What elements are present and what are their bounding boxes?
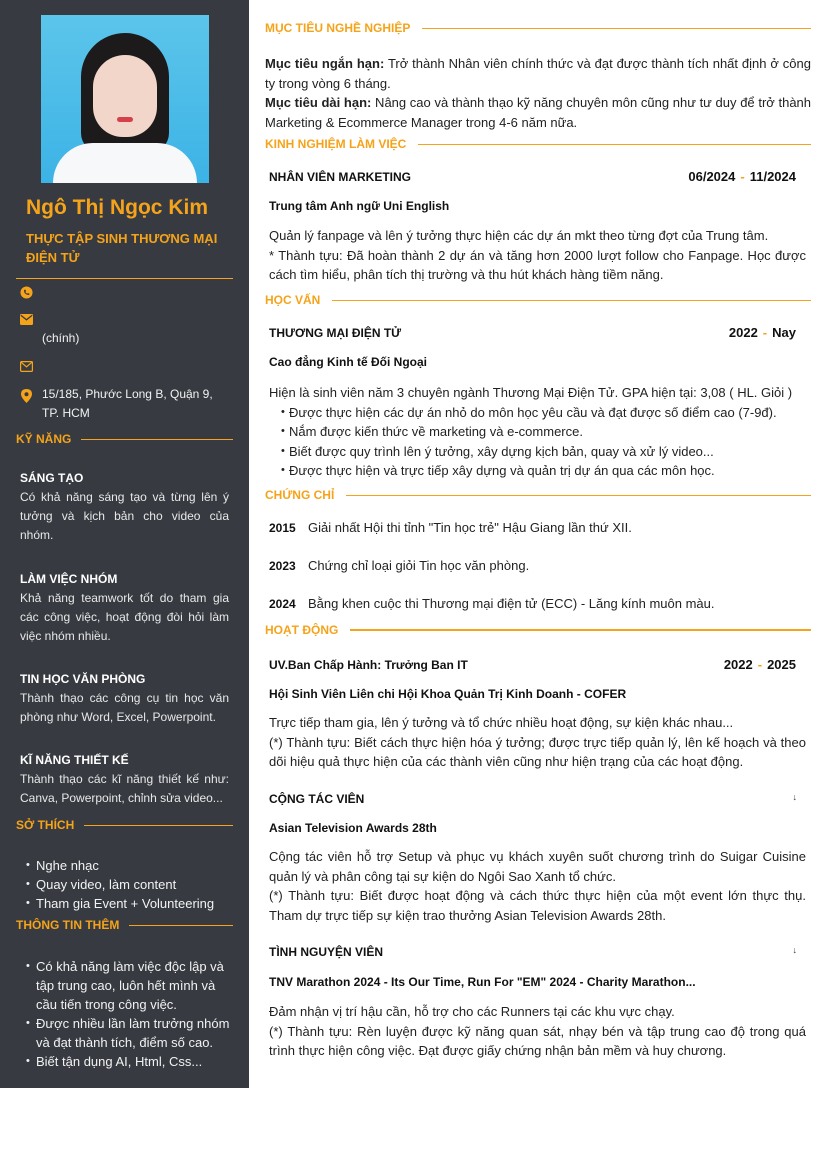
list-item: • Được thực hiện các dự án nhỏ do môn học yêu cầu và đạt được số điểm cao (7-9đ). (281, 403, 806, 423)
activity-body: Cộng tác viên hỗ trợ Setup và phục vụ khách xuyên suốt chương trình do Suigar Cuisine quản lý và phân công tại sự kiện do Ngôi Sao Xanh tổ chức. (*) Thành tựu: Biết được hoạt động và cách thức thực hiện của một event lớn thực thụ. Tham dự trực tiếp sự kiện trao thưởng Asian Television Awards 28th. (269, 849, 806, 923)
skill-desc: Khả năng teamwork tốt do tham gia các công việc, hoạt động đòi hỏi làm việc nhóm nhiều. (20, 591, 229, 643)
sidebar (0, 0, 249, 1088)
skill-desc: Có khả năng sáng tạo và từng lên ý tưởng và kịch bản cho video của nhóm. (20, 490, 229, 542)
email-secondary-icon (19, 361, 33, 375)
arrow-down-icon: ↓ (792, 792, 797, 802)
hobbies-list (26, 856, 234, 913)
education-org: Cao đẳng Kinh tế Đối Ngoại (269, 355, 427, 369)
certificate-year: 2024 (269, 597, 296, 611)
list-item: • Được nhiều lần làm trưởng nhóm và đạt thành tích, điểm số cao. (26, 1014, 234, 1052)
education-heading: HỌC VẤN (265, 293, 811, 307)
address-text: 15/185, Phước Long B, Quận 9, TP. HCM (42, 387, 213, 420)
skill-title: LÀM VIỆC NHÓM (20, 572, 118, 586)
objective-long: Mục tiêu dài hạn: Nâng cao và thành thạo kỹ năng chuyên môn cũng như tư duy để trở thành Marketing & Ecommerce Manager trong 4-6 năm nữa. (265, 95, 812, 130)
objective-short: Mục tiêu ngắn hạn: Trở thành Nhân viên chính thức và đạt được thành tích nhất định ở công ty trong vòng 6 tháng. (265, 56, 811, 91)
list-item: • Nghe nhạc (26, 856, 234, 875)
certificate-text: Giải nhất Hội thi tỉnh "Tin học trẻ" Hậu Giang lần thứ XII. (308, 520, 632, 535)
certificate-text: Bằng khen cuộc thi Thương mại điện tử (ECC) - Lăng kính muôn màu. (308, 596, 715, 611)
experience-date: 06/2024 - 11/2024 (688, 169, 796, 184)
skill-desc: Thành thạo các kĩ năng thiết kế như: Canva, Powerpoint, chỉnh sửa video... (20, 772, 229, 805)
objective-heading: MỤC TIÊU NGHỀ NGHIỆP (265, 21, 811, 35)
experience-title: NHÂN VIÊN MARKETING (269, 170, 412, 184)
list-item: • Có khả năng làm việc độc lập và tập trung cao, luôn hết mình và cầu tiến trong công việc. (26, 957, 234, 1014)
skills-heading: KỸ NĂNG (16, 432, 233, 446)
skill-title: SÁNG TẠO (20, 471, 84, 485)
extra-info-heading: THÔNG TIN THÊM (16, 918, 233, 932)
arrow-down-icon: ↓ (792, 945, 797, 955)
education-title: THƯƠNG MẠI ĐIỆN TỬ (269, 326, 402, 340)
certificate-year: 2023 (269, 559, 296, 573)
location-icon (19, 389, 33, 403)
list-item: • Được thực hiện và trực tiếp xây dựng và quản trị dự án qua các môn học. (281, 461, 806, 481)
email-note: (chính) (42, 331, 80, 345)
experience-body: Quản lý fanpage và lên ý tưởng thực hiện các dự án mkt theo từng đợt của Trung tâm. * Thành tựu: Đã hoàn thành 2 dự án và tăng hơn 2000 lượt follow cho Fanpage. Học được cách tìm hiểu, phân tích thị trường và thu hút khách hàng tiềm năng. (269, 228, 806, 282)
certificate-text: Chứng chỉ loại giỏi Tin học văn phòng. (308, 558, 530, 573)
phone-icon (19, 286, 33, 300)
activity-title: CỘNG TÁC VIÊN (269, 792, 365, 806)
education-date: 2022 - Nay (728, 325, 796, 340)
extra-info-list (26, 957, 234, 1071)
activity-org: Asian Television Awards 28th (269, 821, 437, 835)
activities-heading: HOẠT ĐỘNG (265, 623, 811, 637)
experience-heading: KINH NGHIỆM LÀM VIỆC (265, 137, 811, 151)
activity-org: Hội Sinh Viên Liên chi Hội Khoa Quản Trị Kinh Doanh - COFER (269, 687, 627, 701)
activity-date: 2022 - 2025 (723, 657, 796, 672)
certificate-year: 2015 (269, 521, 296, 535)
certificates-heading: CHỨNG CHỈ (265, 488, 811, 502)
list-item: • Tham gia Event + Volunteering (26, 894, 234, 913)
profile-photo (41, 15, 209, 183)
email-icon (19, 314, 33, 328)
activity-title: UV.Ban Chấp Hành: Trưởng Ban IT (269, 658, 468, 672)
activity-title: TÌNH NGUYỆN VIÊN (269, 945, 384, 959)
divider (16, 278, 233, 279)
activity-org: TNV Marathon 2024 - Its Our Time, Run For "EM" 2024 - Charity Marathon... (269, 975, 696, 989)
list-item: • Quay video, làm content (26, 875, 234, 894)
activity-body: Trực tiếp tham gia, lên ý tưởng và tổ chức nhiều hoạt động, sự kiện khác nhau... (*) Thành tựu: Biết cách thực hiện hóa ý tưởng; được trực tiếp quản lý, lên kế hoạch và theo dõi hiệu quả thực hiện của các thành viên cũng như hiện trạng của các hoạt động. (269, 715, 806, 769)
activity-body: Đảm nhận vị trí hậu cần, hỗ trợ cho các Runners tại các khu vực chạy. (*) Thành tựu: Rèn luyện được kỹ năng quan sát, nhạy bén và tập trung cao độ trong quá trình thực hiện công việc. Đạt được giấy chứng nhận bản mềm và huy chương. (269, 1004, 806, 1058)
experience-org: Trung tâm Anh ngữ Uni English (269, 199, 450, 213)
skill-title: TIN HỌC VĂN PHÒNG (20, 672, 146, 686)
skill-desc: Thành thạo các công cụ tin học văn phòng như Word, Excel, Powerpoint. (20, 691, 229, 724)
list-item: • Nắm được kiến thức về marketing và e-commerce. (281, 422, 806, 442)
hobbies-heading: SỞ THÍCH (16, 818, 233, 832)
skill-title: KĨ NĂNG THIẾT KẾ (20, 753, 129, 767)
list-item: • Biết tận dụng AI, Html, Css... (26, 1052, 234, 1071)
education-body: Hiện là sinh viên năm 3 chuyên ngành Thương Mại Điện Tử. GPA hiện tại: 3,08 ( HL. Giỏi ) • Được thực hiện các dự án nhỏ do môn học yêu cầu và đạt được số điểm cao (7-9đ). • Nắm được kiến thức về marketing và e-commerce. • Biết được quy trình lên ý tưởng, xây dựng kịch bản, quay và xử lý video... • Được thực hiện và trực tiếp xây dựng và quản trị dự án qua các môn học. (269, 383, 806, 481)
list-item: • Biết được quy trình lên ý tưởng, xây dựng kịch bản, quay và xử lý video... (281, 442, 806, 462)
candidate-name: Ngô Thị Ngọc Kim (26, 196, 208, 219)
candidate-title: THỰC TẬP SINH THƯƠNG MẠI ĐIỆN TỬ (26, 231, 218, 265)
